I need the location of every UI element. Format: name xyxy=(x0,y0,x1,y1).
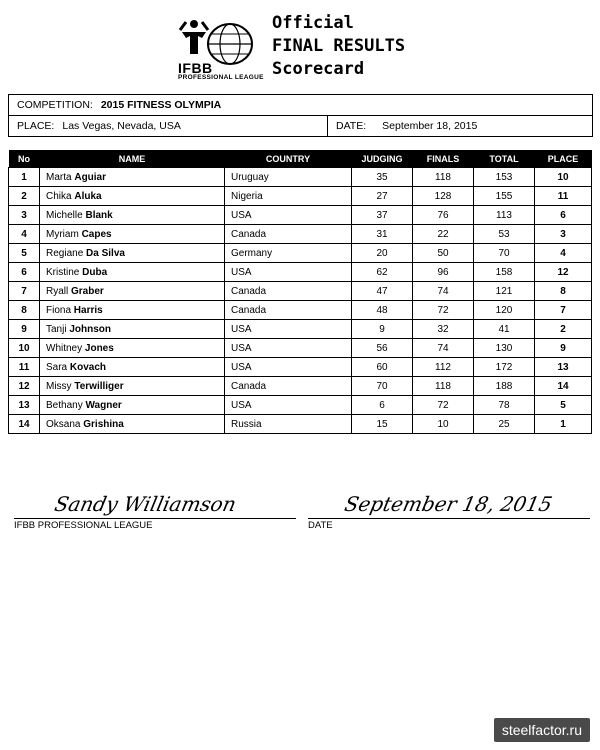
cell-no: 8 xyxy=(9,301,40,320)
last-name: Grishina xyxy=(83,418,124,430)
cell-no: 12 xyxy=(9,377,40,396)
cell-finals: 112 xyxy=(413,358,474,377)
title-line-2: FINAL RESULTS xyxy=(272,36,406,56)
table-row xyxy=(9,244,592,263)
official-signature-label: IFBB PROFESSIONAL LEAGUE xyxy=(14,520,153,531)
cell-finals: 74 xyxy=(413,282,474,301)
cell-finals: 128 xyxy=(413,187,474,206)
cell-total: 172 xyxy=(474,358,535,377)
table-row xyxy=(9,358,592,377)
cell-no: 4 xyxy=(9,225,40,244)
first-name: Bethany xyxy=(46,399,83,411)
last-name: Terwilliger xyxy=(74,380,124,392)
cell-no: 6 xyxy=(9,263,40,282)
cell-country: Canada xyxy=(225,282,352,301)
cell-finals: 72 xyxy=(413,301,474,320)
cell-place: 9 xyxy=(535,339,592,358)
place-value: Las Vegas, Nevada, USA xyxy=(62,120,181,132)
cell-place: 8 xyxy=(535,282,592,301)
cell-name xyxy=(40,358,225,377)
place-label: PLACE: xyxy=(17,120,55,132)
cell-name xyxy=(40,301,225,320)
cell-total: 41 xyxy=(474,320,535,339)
cell-finals: 22 xyxy=(413,225,474,244)
cell-place: 14 xyxy=(535,377,592,396)
cell-judging: 27 xyxy=(352,187,413,206)
table-row xyxy=(9,415,592,434)
cell-finals: 50 xyxy=(413,244,474,263)
date-signature: September 18, 2015 xyxy=(342,492,555,516)
cell-judging: 56 xyxy=(352,339,413,358)
cell-judging: 9 xyxy=(352,320,413,339)
cell-country: USA xyxy=(225,263,352,282)
table-row xyxy=(9,206,592,225)
col-header-country: COUNTRY xyxy=(225,150,352,168)
first-name: Regiane xyxy=(46,247,84,259)
cell-country: USA xyxy=(225,396,352,415)
cell-total: 158 xyxy=(474,263,535,282)
first-name: Fiona xyxy=(46,304,72,316)
first-name: Whitney xyxy=(46,342,83,354)
last-name: Jones xyxy=(84,342,114,354)
table-row xyxy=(9,396,592,415)
table-row xyxy=(9,168,592,187)
last-name: Duba xyxy=(82,266,108,278)
cell-country: USA xyxy=(225,320,352,339)
cell-place: 7 xyxy=(535,301,592,320)
cell-judging: 20 xyxy=(352,244,413,263)
cell-name xyxy=(40,225,225,244)
cell-finals: 76 xyxy=(413,206,474,225)
title-line-1: Official xyxy=(272,13,354,33)
last-name: Aluka xyxy=(74,190,102,202)
first-name: Kristine xyxy=(46,266,80,278)
last-name: Capes xyxy=(81,228,112,240)
table-row xyxy=(9,301,592,320)
header xyxy=(0,0,600,90)
col-header-finals: FINALS xyxy=(413,150,474,168)
cell-name xyxy=(40,396,225,415)
cell-name xyxy=(40,206,225,225)
table-header-row xyxy=(9,150,592,168)
cell-total: 188 xyxy=(474,377,535,396)
results-table xyxy=(8,150,592,434)
official-signature-line xyxy=(14,518,296,519)
table-row xyxy=(9,263,592,282)
cell-country: USA xyxy=(225,339,352,358)
cell-total: 155 xyxy=(474,187,535,206)
first-name: Sara xyxy=(46,361,68,373)
date-label: DATE: xyxy=(336,120,367,132)
cell-total: 130 xyxy=(474,339,535,358)
cell-no: 5 xyxy=(9,244,40,263)
cell-judging: 47 xyxy=(352,282,413,301)
table-row xyxy=(9,187,592,206)
cell-total: 153 xyxy=(474,168,535,187)
cell-total: 120 xyxy=(474,301,535,320)
cell-country: Nigeria xyxy=(225,187,352,206)
first-name: Marta xyxy=(46,171,72,183)
date-signature-label: DATE xyxy=(308,520,333,531)
cell-place: 2 xyxy=(535,320,592,339)
cell-finals: 72 xyxy=(413,396,474,415)
cell-total: 25 xyxy=(474,415,535,434)
cell-total: 78 xyxy=(474,396,535,415)
cell-finals: 74 xyxy=(413,339,474,358)
first-name: Michelle xyxy=(46,209,83,221)
first-name: Myriam xyxy=(46,228,79,240)
col-header-place: PLACE xyxy=(535,150,592,168)
cell-country: Canada xyxy=(225,225,352,244)
cell-no: 9 xyxy=(9,320,40,339)
title-line-3: Scorecard xyxy=(272,59,365,79)
last-name: Graber xyxy=(71,285,104,297)
cell-name xyxy=(40,263,225,282)
cell-place: 11 xyxy=(535,187,592,206)
competition-row xyxy=(9,95,592,115)
cell-judging: 70 xyxy=(352,377,413,396)
competition-info xyxy=(8,94,593,137)
cell-place: 13 xyxy=(535,358,592,377)
table-row xyxy=(9,282,592,301)
cell-no: 10 xyxy=(9,339,40,358)
first-name: Missy xyxy=(46,380,72,392)
cell-name xyxy=(40,282,225,301)
cell-country: USA xyxy=(225,206,352,225)
col-header-judging: JUDGING xyxy=(352,150,413,168)
last-name: Da Silva xyxy=(86,247,125,259)
cell-country: Germany xyxy=(225,244,352,263)
last-name: Harris xyxy=(73,304,103,316)
cell-no: 7 xyxy=(9,282,40,301)
date-value: September 18, 2015 xyxy=(382,120,478,132)
cell-no: 14 xyxy=(9,415,40,434)
last-name: Wagner xyxy=(85,399,122,411)
cell-country: Canada xyxy=(225,377,352,396)
last-name: Aguiar xyxy=(74,171,107,183)
col-header-name: NAME xyxy=(40,150,225,168)
table-row xyxy=(9,225,592,244)
place-date-row xyxy=(9,115,592,136)
table-row xyxy=(9,320,592,339)
cell-total: 121 xyxy=(474,282,535,301)
last-name: Johnson xyxy=(69,323,112,335)
table-row xyxy=(9,339,592,358)
cell-name xyxy=(40,168,225,187)
cell-place: 6 xyxy=(535,206,592,225)
cell-finals: 32 xyxy=(413,320,474,339)
last-name: Kovach xyxy=(69,361,107,373)
cell-name xyxy=(40,320,225,339)
cell-judging: 31 xyxy=(352,225,413,244)
cell-country: Russia xyxy=(225,415,352,434)
cell-total: 70 xyxy=(474,244,535,263)
cell-country: Uruguay xyxy=(225,168,352,187)
cell-total: 53 xyxy=(474,225,535,244)
first-name: Oksana xyxy=(46,418,81,430)
logo-subtitle: PROFESSIONAL LEAGUE xyxy=(178,74,264,81)
cell-judging: 60 xyxy=(352,358,413,377)
cell-name xyxy=(40,339,225,358)
cell-place: 10 xyxy=(535,168,592,187)
col-header-no: No xyxy=(9,150,40,168)
cell-place: 5 xyxy=(535,396,592,415)
date-signature-line xyxy=(308,518,590,519)
scorecard-title xyxy=(272,12,405,81)
watermark: steelfactor.ru xyxy=(494,718,590,742)
col-header-total: TOTAL xyxy=(474,150,535,168)
cell-judging: 48 xyxy=(352,301,413,320)
cell-finals: 10 xyxy=(413,415,474,434)
first-name: Chika xyxy=(46,190,72,202)
cell-place: 12 xyxy=(535,263,592,282)
cell-no: 13 xyxy=(9,396,40,415)
cell-place: 4 xyxy=(535,244,592,263)
results-body xyxy=(9,168,592,434)
last-name: Blank xyxy=(85,209,113,221)
official-signature: Sandy Williamson xyxy=(52,492,239,516)
cell-no: 2 xyxy=(9,187,40,206)
cell-place: 1 xyxy=(535,415,592,434)
cell-judging: 35 xyxy=(352,168,413,187)
cell-name xyxy=(40,187,225,206)
cell-country: Canada xyxy=(225,301,352,320)
cell-place: 3 xyxy=(535,225,592,244)
cell-no: 11 xyxy=(9,358,40,377)
competition-label: COMPETITION: xyxy=(17,99,93,111)
table-row xyxy=(9,377,592,396)
competition-value: 2015 FITNESS OLYMPIA xyxy=(100,99,222,111)
cell-judging: 6 xyxy=(352,396,413,415)
cell-judging: 15 xyxy=(352,415,413,434)
cell-total: 113 xyxy=(474,206,535,225)
cell-name xyxy=(40,244,225,263)
cell-judging: 37 xyxy=(352,206,413,225)
first-name: Ryall xyxy=(46,285,69,297)
cell-country: USA xyxy=(225,358,352,377)
cell-finals: 118 xyxy=(413,168,474,187)
logo-text: IFBB xyxy=(178,60,213,76)
cell-finals: 96 xyxy=(413,263,474,282)
cell-name xyxy=(40,377,225,396)
cell-name xyxy=(40,415,225,434)
cell-no: 1 xyxy=(9,168,40,187)
cell-finals: 118 xyxy=(413,377,474,396)
cell-no: 3 xyxy=(9,206,40,225)
cell-judging: 62 xyxy=(352,263,413,282)
first-name: Tanji xyxy=(46,323,67,335)
